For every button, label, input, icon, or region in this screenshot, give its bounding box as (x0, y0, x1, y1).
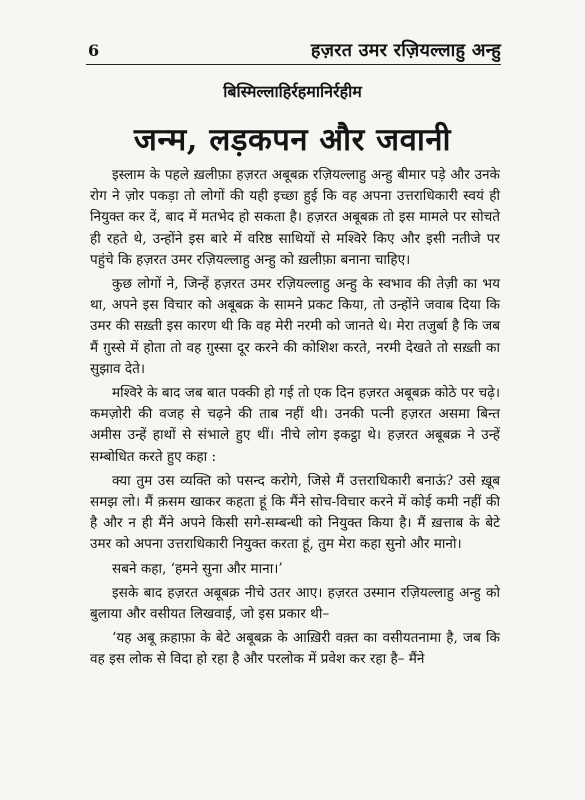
paragraph-3: मश्विरे के बाद जब बात पक्की हो गई तो एक दिन हज़रत अबूबक्र कोठे पर चढ़े। कमज़ोरी की वजह से चढ़ने की ताब नहीं थी। उनकी पत्नी हज़रत असमा बिन्त अमीस उन्हें हाथों से संभाले हुए थीं। नीचे लोग इकट्ठा थे। हज़रत अबूबक्र ने उन्हें सम्बोधित करते हुए कहा : (90, 385, 500, 465)
chapter-title: जन्म, लड़कपन और जवानी (133, 122, 452, 158)
paragraph-2: कुछ लोगों ने, जिन्हें हज़रत उमर रज़ियल्लाहु अन्हु के स्वभाव की तेज़ी का भय था, अपने इस विचार को अबूबक्र के सामने प्रकट किया, तो उन्होंने जवाब दिया कि उमर की सख़्ती इस कारण थी कि वह मेरी नरमी को जानते थे। मेरा तजुर्बा है कि जब मैं ग़ुस्से में होता तो वह ग़ुस्सा दूर करने की कोशिश करते, नरमी देखते तो सख़्ती का सुझाव देते। (90, 276, 500, 377)
header-rule (86, 64, 501, 65)
running-title: हज़रत उमर रज़ियल्लाहु अन्हु (310, 40, 501, 61)
paragraph-4: क्या तुम उस व्यक्ति को पसन्द करोगे, जिसे मैं उत्तराधिकारी बनाऊं? उसे ख़ूब समझ लो। मैं क़सम खाकर कहता हूं कि मैंने सोच-विचार करने में कोई कमी नहीं की है और न ही मैंने अपने किसी सगे-सम्बन्धी को नियुक्त किया है। मैं ख़त्ताब के बेटे उमर को अपना उत्तराधिकारी नियुक्त करता हूं, तुम मेरा कहा सुनो और मानो। (90, 472, 500, 553)
page-header (0, 0, 585, 66)
body-text (90, 165, 500, 671)
page-number: 6 (88, 41, 100, 60)
paragraph-6: इसके बाद हज़रत अबूबक्र नीचे उतर आए। हज़रत उस्मान रज़ियल्लाहु अन्हु को बुलाया और वसीयत लिखवाई, जो इस प्रकार थी– (90, 584, 500, 623)
paragraph-7: ‘यह अबू क़हाफ़ा के बेटे अबूबक्र के आख़िरी वक़्त का वसीयतनामा है, जब कि वह इस लोक से विदा हो रहा है और परलोक में प्रवेश कर रहा है– मैंने (90, 630, 500, 668)
paragraph-5: सबने कहा, ‘हमने सुना और माना।’ (112, 560, 283, 577)
bismillah-line: बिस्मिल्लाहिर्रहमानिर्रहीम (223, 82, 362, 101)
paragraph-1: इस्लाम के पहले ख़लीफ़ा हज़रत अबूबक्र रज़ियल्लाहु अन्हु बीमार पड़े और उनके रोग ने ज़ोर पकड़ा तो लोगों की यही इच्छा हुई कि वह अपना उत्तराधिकारी स्वयं ही नियुक्त कर दें, बाद में मतभेद हो सकता है। हज़रत अबूबक्र तो इस मामले पर सोचते ही रहते थे, उन्होंने इस बारे में वरिष्ठ साथियों से मश्विरे किए और इसी नतीजे पर पहुंचे कि हज़रत उमर रज़ियल्लाहु अन्हु को ख़लीफ़ा बनाना चाहिए। (90, 167, 500, 268)
